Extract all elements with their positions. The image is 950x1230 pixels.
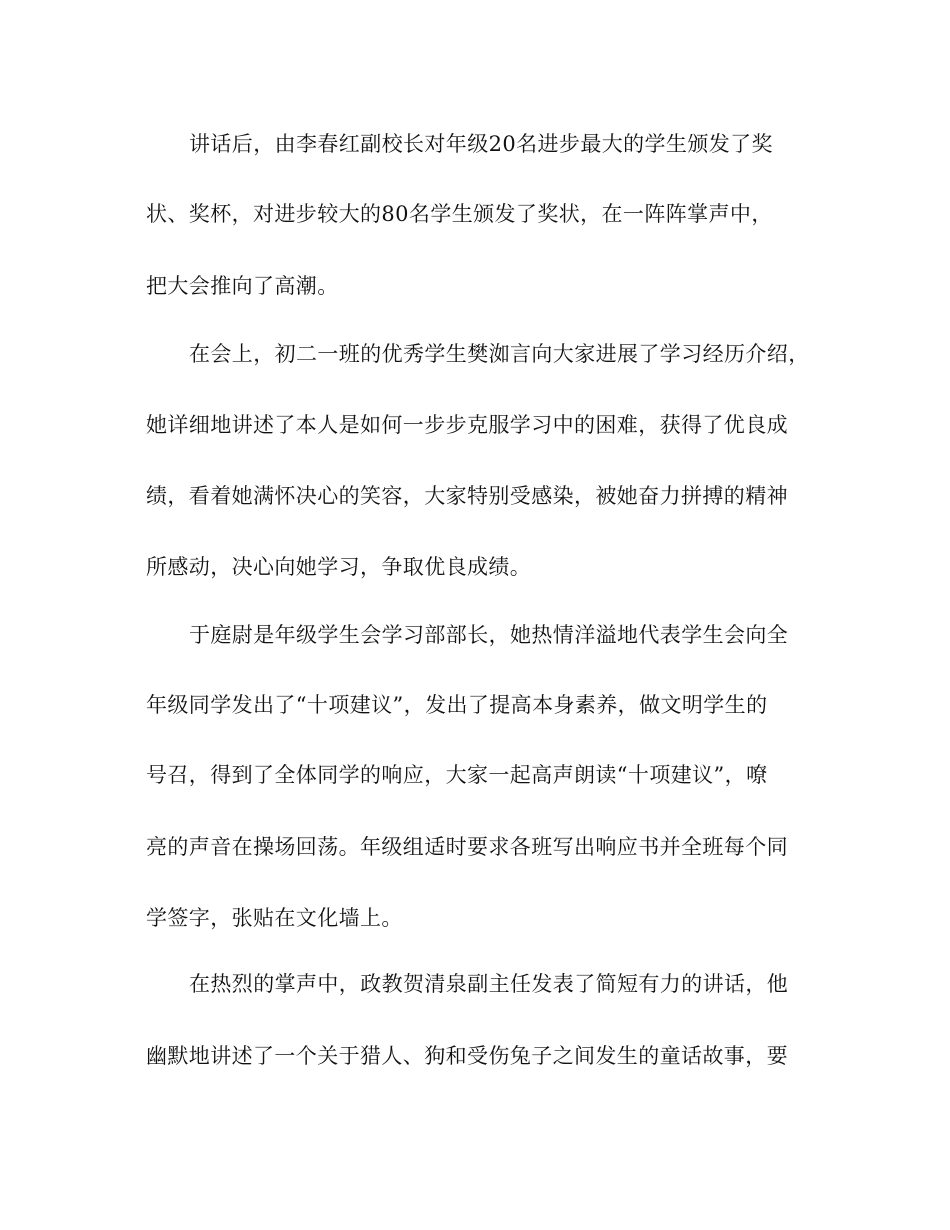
paragraph-3-line-4: 亮的声音在操场回荡。年级组适时要求各班写出响应书并全班每个同 <box>146 835 788 859</box>
paragraph-2-line-4: 所感动，决心向她学习，争取优良成绩。 <box>146 555 532 579</box>
paragraph-3-line-2: 年级同学发出了“十项建议”，发出了提高本身素养，做文明学生的 <box>146 693 768 717</box>
paragraph-1-line-1: 讲话后，由李春红副校长对年级20名进步最大的学生颁发了奖 <box>189 132 773 156</box>
paragraph-2-line-2: 她详细地讲述了本人是如何一步步克服学习中的困难，获得了优良成 <box>146 413 788 437</box>
paragraph-1-line-2: 状、奖杯，对进步较大的80名学生颁发了奖状，在一阵阵掌声中， <box>146 202 773 226</box>
paragraph-4-line-2: 幽默地讲述了一个关于猎人、狗和受伤兔子之间发生的童话故事，要 <box>146 1044 788 1068</box>
paragraph-3-line-3: 号召，得到了全体同学的响应，大家一起高声朗读“十项建议”，嘹 <box>146 763 768 787</box>
paragraph-4-line-1: 在热烈的掌声中，政教贺清泉副主任发表了简短有力的讲话，他 <box>189 972 789 996</box>
paragraph-2-line-1: 在会上，初二一班的优秀学生樊洳言向大家进展了学习经历介绍， <box>189 342 810 366</box>
paragraph-2-line-3: 绩，看着她满怀决心的笑容，大家特别受感染，被她奋力拼搏的精神 <box>146 484 788 508</box>
paragraph-3-line-5: 学签字，张贴在文化墙上。 <box>146 906 403 930</box>
paragraph-1-line-3: 把大会推向了高潮。 <box>146 274 339 298</box>
paragraph-3-line-1: 于庭尉是年级学生会学习部部长，她热情洋溢地代表学生会向全 <box>189 623 789 647</box>
